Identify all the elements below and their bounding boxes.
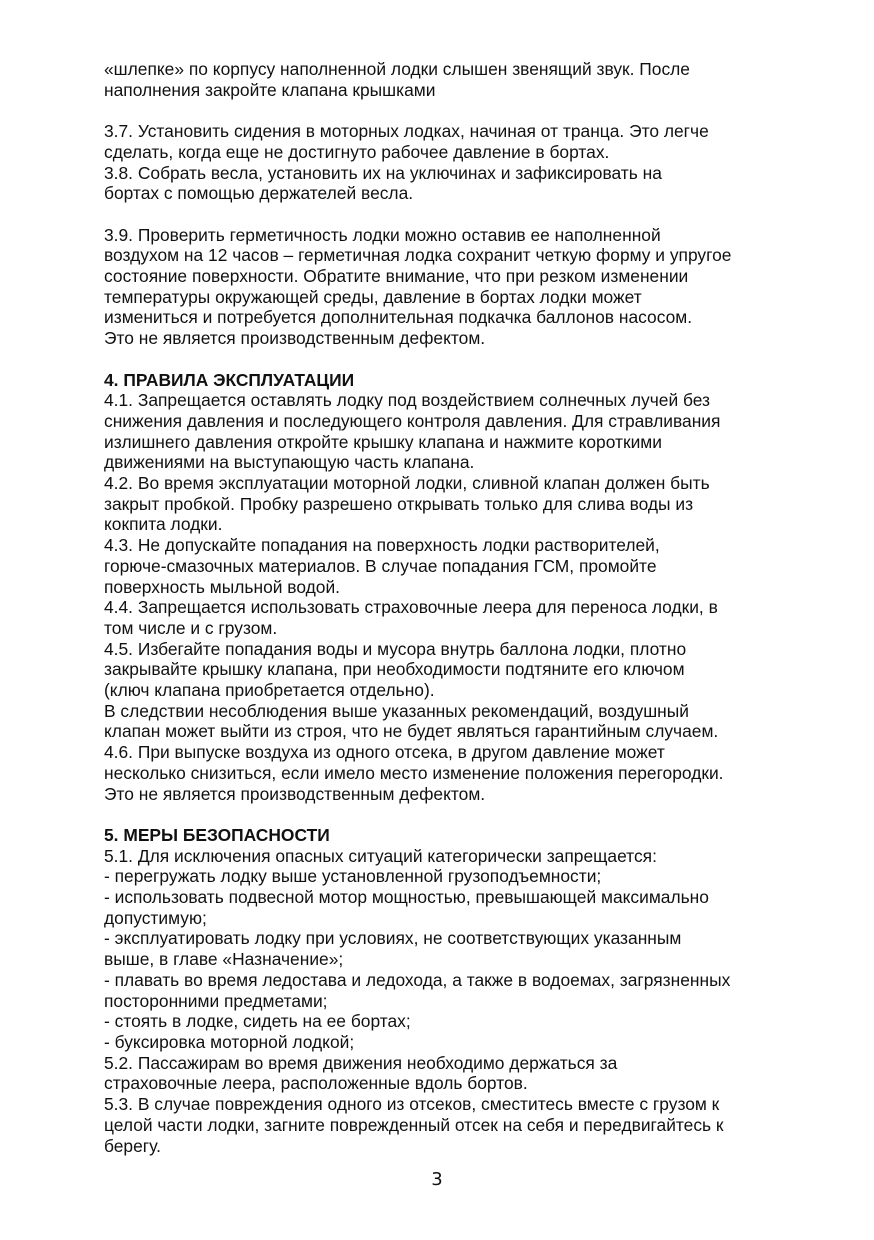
- paragraph-gap: [104, 204, 794, 225]
- text-line: 5.2. Пассажирам во время движения необходимо держаться за: [104, 1052, 618, 1073]
- text-line: несколько снизиться, если имело место изменение положения перегородки.: [104, 762, 724, 783]
- text-line: 4.6. При выпуске воздуха из одного отсека, в другом давление может: [104, 742, 665, 763]
- text-line: целой части лодки, загните поврежденный отсек на себя и передвигайтесь к: [104, 1114, 724, 1135]
- text-line: «шлепке» по корпусу наполненной лодки слышен звенящий звук. После: [104, 59, 690, 79]
- section-5-heading: 5. МЕРЫ БЕЗОПАСНОСТИ: [104, 824, 330, 845]
- text-line: снижения давления и последующего контроля давления. Для стравливания: [104, 410, 721, 431]
- document-page: [104, 59, 794, 1156]
- text-line: наполнения закройте клапана крышками: [104, 79, 436, 100]
- text-line: клапан может выйти из строя, что не будет являться гарантийным случаем.: [104, 721, 719, 742]
- text-line: допустимую;: [104, 907, 207, 928]
- text-line: закрыт пробкой. Пробку разрешено открывать только для слива воды из: [104, 493, 694, 514]
- text-line: 4.4. Запрещается использовать страховочные леера для переноса лодки, в: [104, 597, 718, 618]
- text-line: измениться и потребуется дополнительная подкачка баллонов насосом.: [104, 307, 693, 328]
- text-line: Это не является производственным дефектом.: [104, 783, 486, 804]
- text-line: закрывайте крышку клапана, при необходимости подтяните его ключом: [104, 659, 685, 680]
- text-line: - плавать во время ледостава и ледохода, а также в водоемах, загрязненных: [104, 969, 731, 990]
- text-line: 3.7. Установить сидения в моторных лодках, начиная от транца. Это легче: [104, 121, 709, 142]
- section-4-heading: 4. ПРАВИЛА ЭКСПЛУАТАЦИИ: [104, 369, 355, 390]
- text-line: том числе и с грузом.: [104, 617, 278, 638]
- text-line: 3.9. Проверить герметичность лодки можно оставив ее наполненной: [104, 224, 661, 245]
- text-line: поверхность мыльной водой.: [104, 576, 340, 597]
- paragraph-3-8: [104, 163, 794, 204]
- paragraph-gap: [104, 804, 794, 825]
- text-line: берегу.: [104, 1135, 161, 1156]
- text-line: 4.1. Запрещается оставлять лодку под воздействием солнечных лучей без: [104, 390, 711, 411]
- intro-paragraph: [104, 59, 794, 100]
- text-line: кокпита лодки.: [104, 514, 223, 535]
- text-line: сделать, когда еще не достигнуто рабочее давление в бортах.: [104, 141, 610, 162]
- paragraph-gap: [104, 100, 794, 121]
- text-line: движениями на выступающую часть клапана.: [104, 452, 475, 473]
- text-line: В следствии несоблюдения выше указанных рекомендаций, воздушный: [104, 700, 689, 721]
- text-line: (ключ клапана приобретается отдельно).: [104, 680, 435, 701]
- text-line: бортах с помощью держателей весла.: [104, 183, 414, 204]
- text-line: посторонними предметами;: [104, 990, 328, 1011]
- text-line: - перегружать лодку выше установленной грузоподъемности;: [104, 866, 602, 887]
- text-line: - использовать подвесной мотор мощностью, превышающей максимально: [104, 887, 709, 908]
- paragraph-3-7: [104, 121, 794, 162]
- text-line: Это не является производственным дефектом.: [104, 328, 486, 349]
- section-4: [104, 370, 794, 805]
- text-line: - стоять в лодке, сидеть на ее бортах;: [104, 1011, 411, 1032]
- text-line: 5.3. В случае повреждения одного из отсеков, сместитесь вместе с грузом к: [104, 1094, 720, 1115]
- text-line: страховочные леера, расположенные вдоль бортов.: [104, 1073, 528, 1094]
- text-line: - эксплуатировать лодку при условиях, не соответствующих указанным: [104, 928, 682, 949]
- text-line: температуры окружающей среды, давление в бортах лодки может: [104, 286, 642, 307]
- paragraph-gap: [104, 349, 794, 370]
- section-5: [104, 825, 794, 1156]
- page-number: 3: [431, 1169, 443, 1190]
- text-line: 4.5. Избегайте попадания воды и мусора внутрь баллона лодки, плотно: [104, 638, 687, 659]
- text-line: горюче-смазочных материалов. В случае попадания ГСМ, промойте: [104, 555, 657, 576]
- text-line: состояние поверхности. Обратите внимание, что при резком изменении: [104, 266, 689, 286]
- text-line: воздухом на 12 часов – герметичная лодка сохранит четкую форму и упругое: [104, 245, 732, 266]
- text-line: 3.8. Собрать весла, установить их на уключинах и зафиксировать на: [104, 162, 662, 183]
- text-line: излишнего давления откройте крышку клапана и нажмите короткими: [104, 431, 662, 452]
- text-line: 4.3. Не допускайте попадания на поверхность лодки растворителей,: [104, 535, 660, 556]
- text-line: 5.1. Для исключения опасных ситуаций категорически запрещается:: [104, 845, 657, 866]
- text-line: выше, в главе «Назначение»;: [104, 949, 344, 970]
- paragraph-3-9: [104, 225, 794, 349]
- text-line: - буксировка моторной лодкой;: [104, 1031, 355, 1052]
- text-line: 4.2. Во время эксплуатации моторной лодки, сливной клапан должен быть: [104, 473, 710, 494]
